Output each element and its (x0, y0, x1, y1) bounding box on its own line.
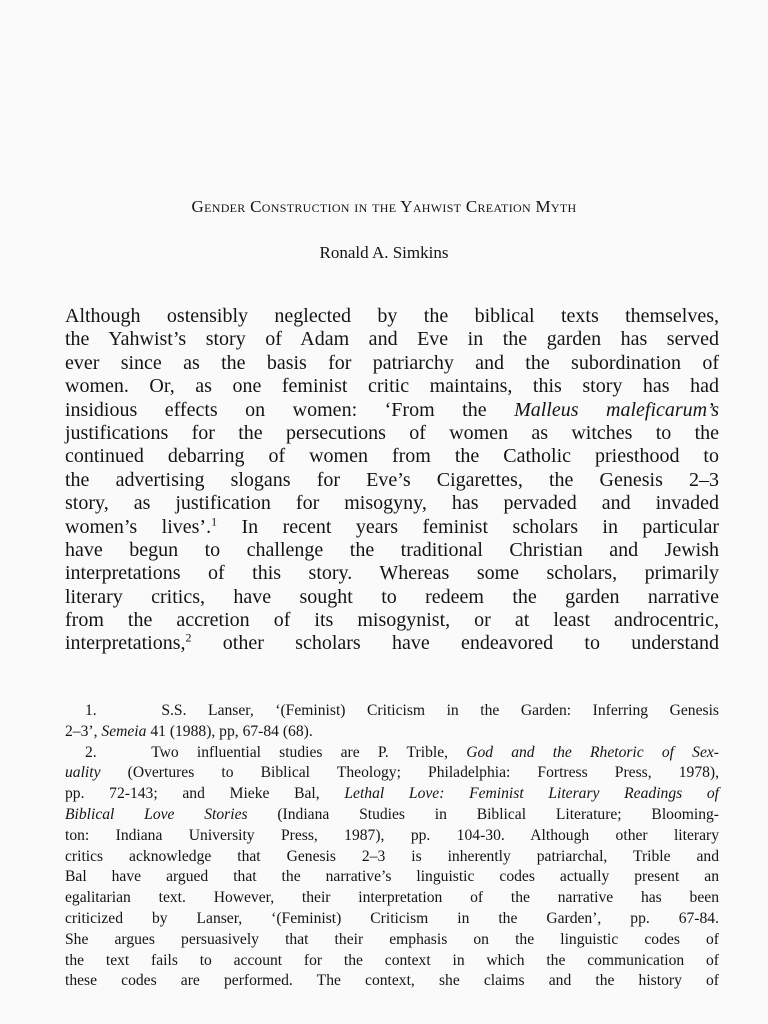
body-paragraph (65, 305, 719, 656)
footnote-1: 1. S.S. Lanser, ‘(Feminist) Criticism in the Garden: Inferring Genesis (85, 702, 719, 719)
footnote-2-cont: She argues persuasively that their emphasis on the linguistic codes of (65, 930, 719, 948)
footnote-2-cont: pp. 72-143; and Mieke Bal, Lethal Love: Feminist Literary Readings of (65, 785, 720, 803)
footnotes (65, 701, 719, 992)
italic-title: Malleus maleficarum’s (514, 398, 719, 421)
footnote-1-cont: 2–3’, Semeia 41 (1988), pp, 67-84 (68). (65, 722, 313, 740)
footnote-ref-1[interactable]: 1 (211, 513, 218, 528)
footnote-2-cont: uality (Overtures to Biblical Theology; Philadelphia: Fortress Press, 1978), (65, 764, 719, 782)
body-line: women’s lives’.$^1$ In recent years feminist scholars in particular (65, 513, 719, 538)
body-line: the Yahwist’s story of Adam and Eve in the garden has served (65, 328, 719, 351)
footnote-2-cont: ton: Indiana University Press, 1987), pp. 104-30. Although other literary (65, 826, 719, 844)
body-line: have begun to challenge the traditional Christian and Jewish (65, 538, 719, 561)
footnote-2-cont: Bal have argued that the narrative’s linguistic codes actually present an (65, 868, 719, 886)
body-line: ever since as the basis for patriarchy and the subordination of (65, 351, 719, 374)
body-line: interpretations of this story. Whereas some scholars, primarily (65, 562, 719, 585)
body-line: Although ostensibly neglected by the biblical texts themselves, (65, 305, 719, 327)
body-line: continued debarring of women from the Catholic priesthood to (65, 445, 719, 468)
body-line: story, as justification for misogyny, has pervaded and invaded (65, 492, 719, 515)
body-line: women. Or, as one feminist critic maintains, this story has had (65, 375, 719, 398)
footnote-2-cont: critics acknowledge that Genesis 2–3 is inherently patriarchal, Trible and (65, 847, 719, 865)
article-author: Ronald A. Simkins (319, 243, 449, 262)
footnote-2-cont: criticized by Lanser, ‘(Feminist) Criticism in the Garden’, pp. 67-84. (65, 909, 719, 927)
footnote-2-cont: these codes are performed. The context, she claims and the history of (65, 972, 719, 990)
footnote-ref-2[interactable]: 2 (185, 630, 192, 645)
footnote-2: 2. Two influential studies are P. Trible, God and the Rhetoric of Sex- (85, 743, 719, 761)
footnote-2-cont: Biblical Love Stories (Indiana Studies in Biblical Literature; Blooming- (65, 805, 719, 823)
footnote-2-cont: egalitarian text. However, their interpretation of the narrative has been (65, 889, 719, 907)
body-line: interpretations,$^2$ other scholars have endeavored to understand (65, 630, 719, 655)
footnote-2-cont: the text fails to account for the context in which the communication of (65, 951, 719, 969)
body-line: justifications for the persecutions of women as witches to the (65, 421, 719, 444)
body-line: the advertising slogans for Eve’s Cigarettes, the Genesis 2–3 (65, 468, 719, 491)
body-line: insidious effects on women: ‘From the Malleus maleficarum’s (65, 398, 719, 421)
article-title: Gender Construction in the Yahwist Creation Myth (191, 197, 577, 216)
body-line: from the accretion of its misogynist, or at least androcentric, (65, 609, 719, 632)
body-line: literary critics, have sought to redeem the garden narrative (65, 585, 719, 608)
